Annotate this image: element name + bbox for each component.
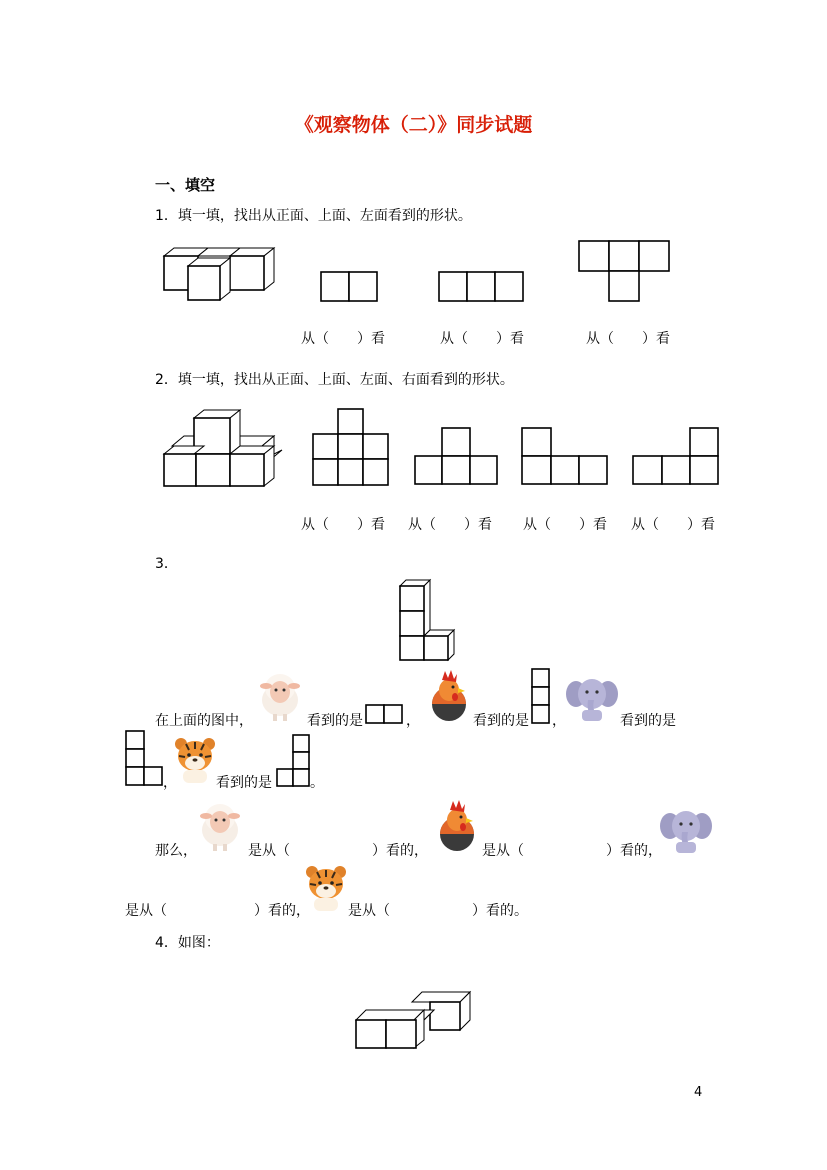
q3-view-sheep (365, 704, 405, 724)
q3-rooster-end: ）看的， (606, 843, 662, 859)
q3-rooster-from: 是从（ (482, 843, 524, 859)
q4-prompt: 4．如图： (155, 935, 220, 951)
q3-view-rooster (531, 668, 551, 726)
q3-line1-text: 在上面的图中， (155, 713, 253, 729)
q3-tiger-end: ）看的。 (472, 903, 528, 919)
q3-comma-2: ， (552, 713, 566, 729)
q3-sheep-from: 是从（ (248, 843, 290, 859)
q2-answer-1[interactable]: 从（ ）看 (301, 517, 385, 533)
q2-answer-4[interactable]: 从（ ）看 (631, 517, 715, 533)
tiger-icon (174, 736, 216, 784)
q1-view-b (438, 270, 528, 304)
q3-seen-sheep: 看到的是 (307, 713, 363, 729)
elephant-icon (660, 808, 712, 854)
q3-seen-rooster: 看到的是 (473, 713, 529, 729)
q1-answer-1[interactable]: 从（ ）看 (301, 331, 385, 347)
q3-view-elephant (125, 730, 165, 788)
q3-tiger-from: 是从（ (348, 903, 390, 919)
tiger-icon (305, 864, 347, 912)
q3-3d-figure (398, 578, 460, 664)
q1-answer-3[interactable]: 从（ ）看 (586, 331, 670, 347)
q1-3d-figure (160, 244, 280, 304)
q3-comma-1: ， (406, 713, 420, 729)
sheep-icon (195, 796, 245, 852)
q2-view-a (312, 408, 392, 488)
q3-view-tiger (274, 734, 314, 788)
rooster-icon (428, 668, 470, 722)
q3-elephant-end: ）看的， (254, 903, 310, 919)
rooster-icon (436, 798, 478, 852)
q2-view-c (521, 427, 611, 487)
q2-view-d (632, 427, 722, 487)
q1-answer-2[interactable]: 从（ ）看 (440, 331, 524, 347)
q4-3d-figure (354, 988, 476, 1054)
q3-period: 。 (310, 775, 324, 791)
q2-prompt: 2．填一填，找出从正面、上面、左面、右面看到的形状。 (155, 372, 514, 388)
sheep-icon (255, 666, 305, 722)
q2-answer-2[interactable]: 从（ ）看 (408, 517, 492, 533)
q3-number: 3． (155, 556, 178, 572)
page-title: 《观察物体（二）》同步试题 (294, 114, 533, 136)
q3-elephant-from: 是从（ (125, 903, 167, 919)
q1-prompt: 1．填一填，找出从正面、上面、左面看到的形状。 (155, 208, 472, 224)
page-number: 4 (694, 1085, 703, 1100)
q1-view-c (578, 240, 672, 304)
q1-view-a (320, 270, 380, 304)
q3-then: 那么， (155, 843, 197, 859)
q2-answer-3[interactable]: 从（ ）看 (523, 517, 607, 533)
elephant-icon (566, 676, 618, 722)
q3-seen-elephant: 看到的是 (620, 713, 676, 729)
q2-3d-figure (160, 406, 288, 490)
q3-seen-tiger: 看到的是 (216, 775, 272, 791)
q3-sheep-end: ）看的， (372, 843, 428, 859)
q3-comma-3: ， (163, 775, 177, 791)
section-heading: 一、填空 (155, 176, 216, 194)
q2-view-b (414, 427, 500, 487)
